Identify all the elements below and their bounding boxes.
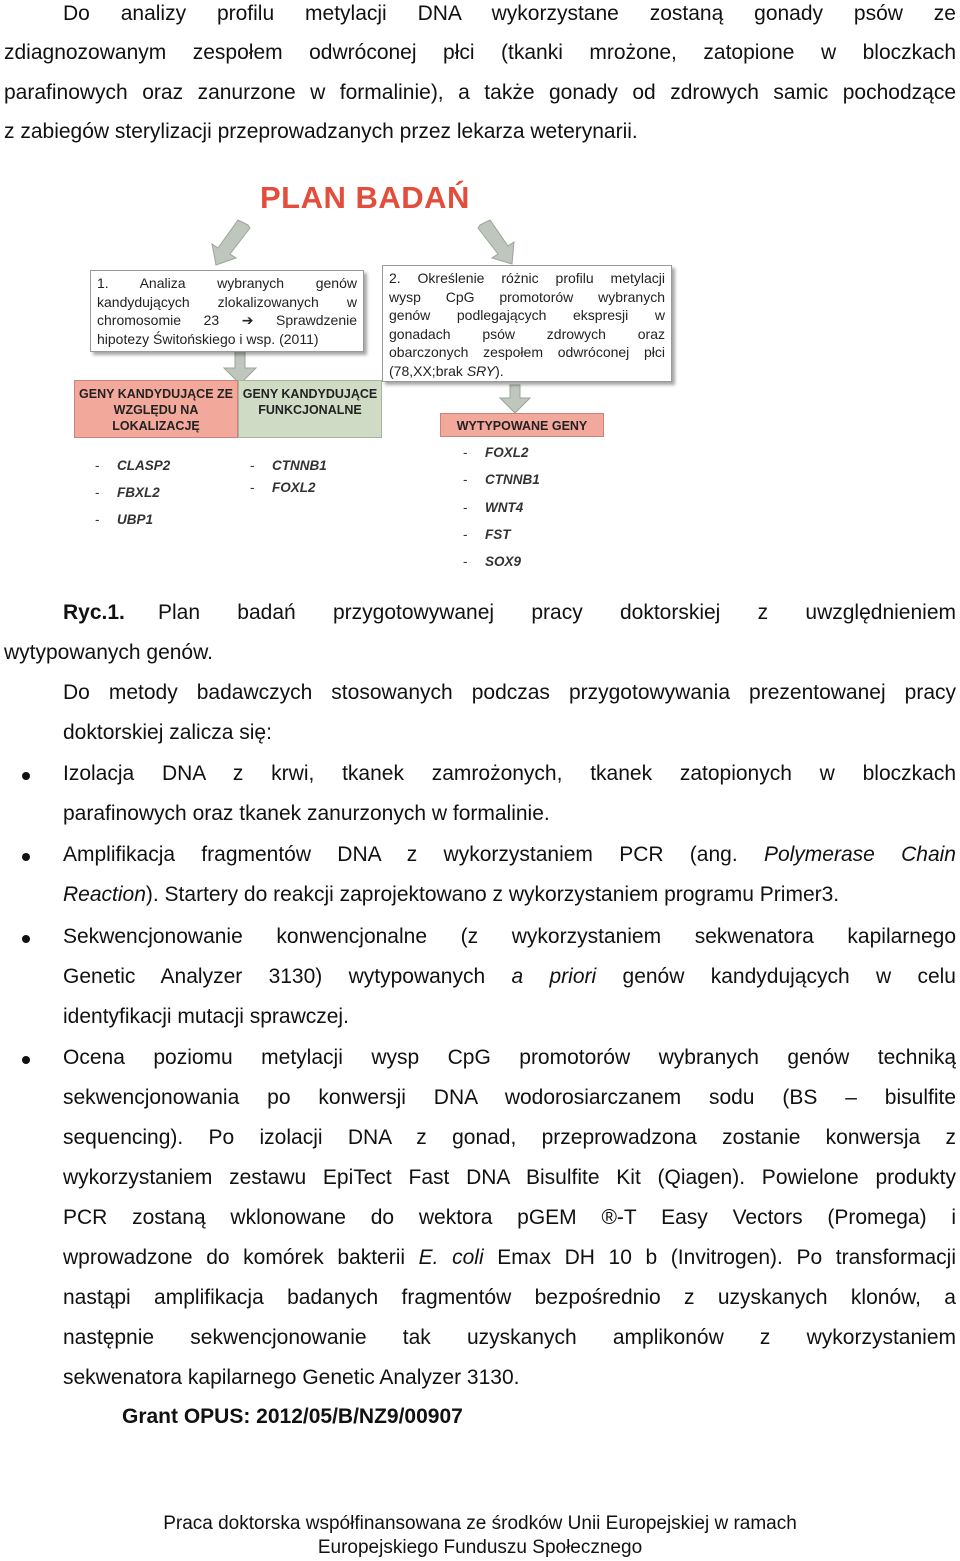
bullet-2-line-1: Amplifikacja fragmentów DNA z wykorzystaniem PCR (ang. Polymerase Chain (63, 843, 956, 866)
bullet-4-line-1: Ocena poziomu metylacji wysp CpG promotorów wybranych genów techniką (63, 1046, 956, 1069)
bullet-2 (22, 853, 30, 861)
footer-line-1: Praca doktorska współfinansowana ze środków Unii Europejskiej w ramach (163, 1513, 797, 1534)
grant-number: Grant OPUS: 2012/05/B/NZ9/00907 (122, 1405, 463, 1428)
intro-line-2: zdiagnozowanym zespołem odwróconej płci (tkanki mrożone, zatopione w bloczkach (4, 41, 956, 64)
bullet-1-line-1: Izolacja DNA z krwi, tkanek zamrożonych, tkanek zatopionych w bloczkach (63, 762, 956, 785)
intro-line-4: z zabiegów sterylizacji przeprowadzanych przez lekarza weterynarii. (4, 120, 638, 143)
gene-typed-3: - WNT4 (485, 500, 523, 515)
gene-typed-1: - FOXL2 (485, 445, 529, 460)
bullet-4-line-7: nastąpi amplifikacja badanych fragmentów bezpośrednio z uzyskanych klonów, a (63, 1286, 956, 1309)
arrow-right-icon (478, 220, 514, 264)
study-box-1: 1. Analiza wybranych genów kandydujących zlokalizowanych w chromosomie 23 ➔ Sprawdzenie hipotezy Świtońskiego i wsp. (2011) (90, 270, 364, 352)
bullet-4-line-4: wykorzystaniem zestawu EpiTect Fast DNA Bisulfite Kit (Qiagen). Powielone produkty (63, 1166, 956, 1189)
bullet-4-line-6: wprowadzone do komórek bakterii E. coli Emax DH 10 b (Invitrogen). Po transformacji (63, 1246, 956, 1269)
gene-typed-5: - SOX9 (485, 554, 521, 569)
bullet-4-line-2: sekwencjonowania po konwersji DNA wodorosiarczanem sodu (BS – bisulfite (63, 1086, 956, 1109)
bullet-4-line-3: sequencing). Po izolacji DNA z gonad, przeprowadzona zostanie konwersja z (63, 1126, 956, 1149)
gene-location-2: - FBXL2 (117, 485, 160, 500)
bullet-3-line-2: Genetic Analyzer 3130) wytypowanych a priori genów kandydujących w celu (63, 965, 956, 988)
bullet-1 (22, 772, 30, 780)
intro-line-3: parafinowych oraz zanurzone w formalinie), a także gonady od zdrowych samic pochodzące (4, 81, 956, 104)
arrow-down-right-icon (500, 385, 530, 413)
caption-line-1: Plan badań przygotowywanej pracy doktorskiej z uwzględnieniem (158, 601, 956, 624)
gene-location-1: - CLASP2 (117, 458, 170, 473)
bullet-4-line-5: PCR zostaną wklonowane do wektora pGEM ®-T Easy Vectors (Promega) i (63, 1206, 956, 1229)
caption-line-2: wytypowanych genów. (4, 641, 213, 664)
gene-location-3: - UBP1 (117, 512, 153, 527)
bullet-4 (22, 1056, 30, 1064)
bullet-4-line-9: sekwenatora kapilarnego Genetic Analyzer 3130. (63, 1366, 520, 1389)
study-box-2: 2. Określenie różnic profilu metylacji wysp CpG promotorów wybranych genów podlegających ekspresji w gonadach psów zdrowych oraz obarczonych zespołem odwróconej płci (78,XX;brak SRY). (382, 265, 672, 382)
plan-title: PLAN BADAŃ (260, 180, 470, 215)
category-typed: WYTYPOWANE GENY (440, 413, 604, 437)
arrow-left-icon (212, 220, 250, 265)
category-location: GENY KANDYDUJĄCE ZE WZGLĘDU NA LOKALIZACJĘ (74, 380, 238, 438)
gene-function-1: - CTNNB1 (272, 458, 327, 473)
gene-function-2: - FOXL2 (272, 480, 316, 495)
bullet-3 (22, 935, 30, 943)
gene-typed-2: - CTNNB1 (485, 472, 540, 487)
category-functional: GENY KANDYDUJĄCE FUNKCJONALNE (238, 380, 382, 438)
bullet-3-line-3: identyfikacji mutacji sprawczej. (63, 1005, 349, 1028)
caption-label: Ryc.1. (63, 601, 125, 624)
footer-line-2: Europejskiego Funduszu Społecznego (317, 1537, 643, 1558)
bullet-3-line-1: Sekwencjonowanie konwencjonalne (z wykorzystaniem sekwenatora kapilarnego (63, 925, 956, 948)
intro-line-1: Do analizy profilu metylacji DNA wykorzystane zostaną gonady psów ze (63, 2, 956, 25)
methods-intro-line-2: doktorskiej zalicza się: (63, 721, 272, 744)
bullet-4-line-8: następnie sekwencjonowanie tak uzyskanych amplikonów z wykorzystaniem (63, 1326, 956, 1349)
plan-diagram (60, 170, 700, 580)
methods-intro-line-1: Do metody badawczych stosowanych podczas przygotowywania prezentowanej pracy (63, 681, 956, 704)
bullet-2-line-2: Reaction). Startery do reakcji zaprojektowano z wykorzystaniem programu Primer3. (63, 883, 840, 906)
bullet-1-line-2: parafinowych oraz tkanek zanurzonych w formalinie. (63, 802, 550, 825)
gene-typed-4: - FST (485, 527, 511, 542)
